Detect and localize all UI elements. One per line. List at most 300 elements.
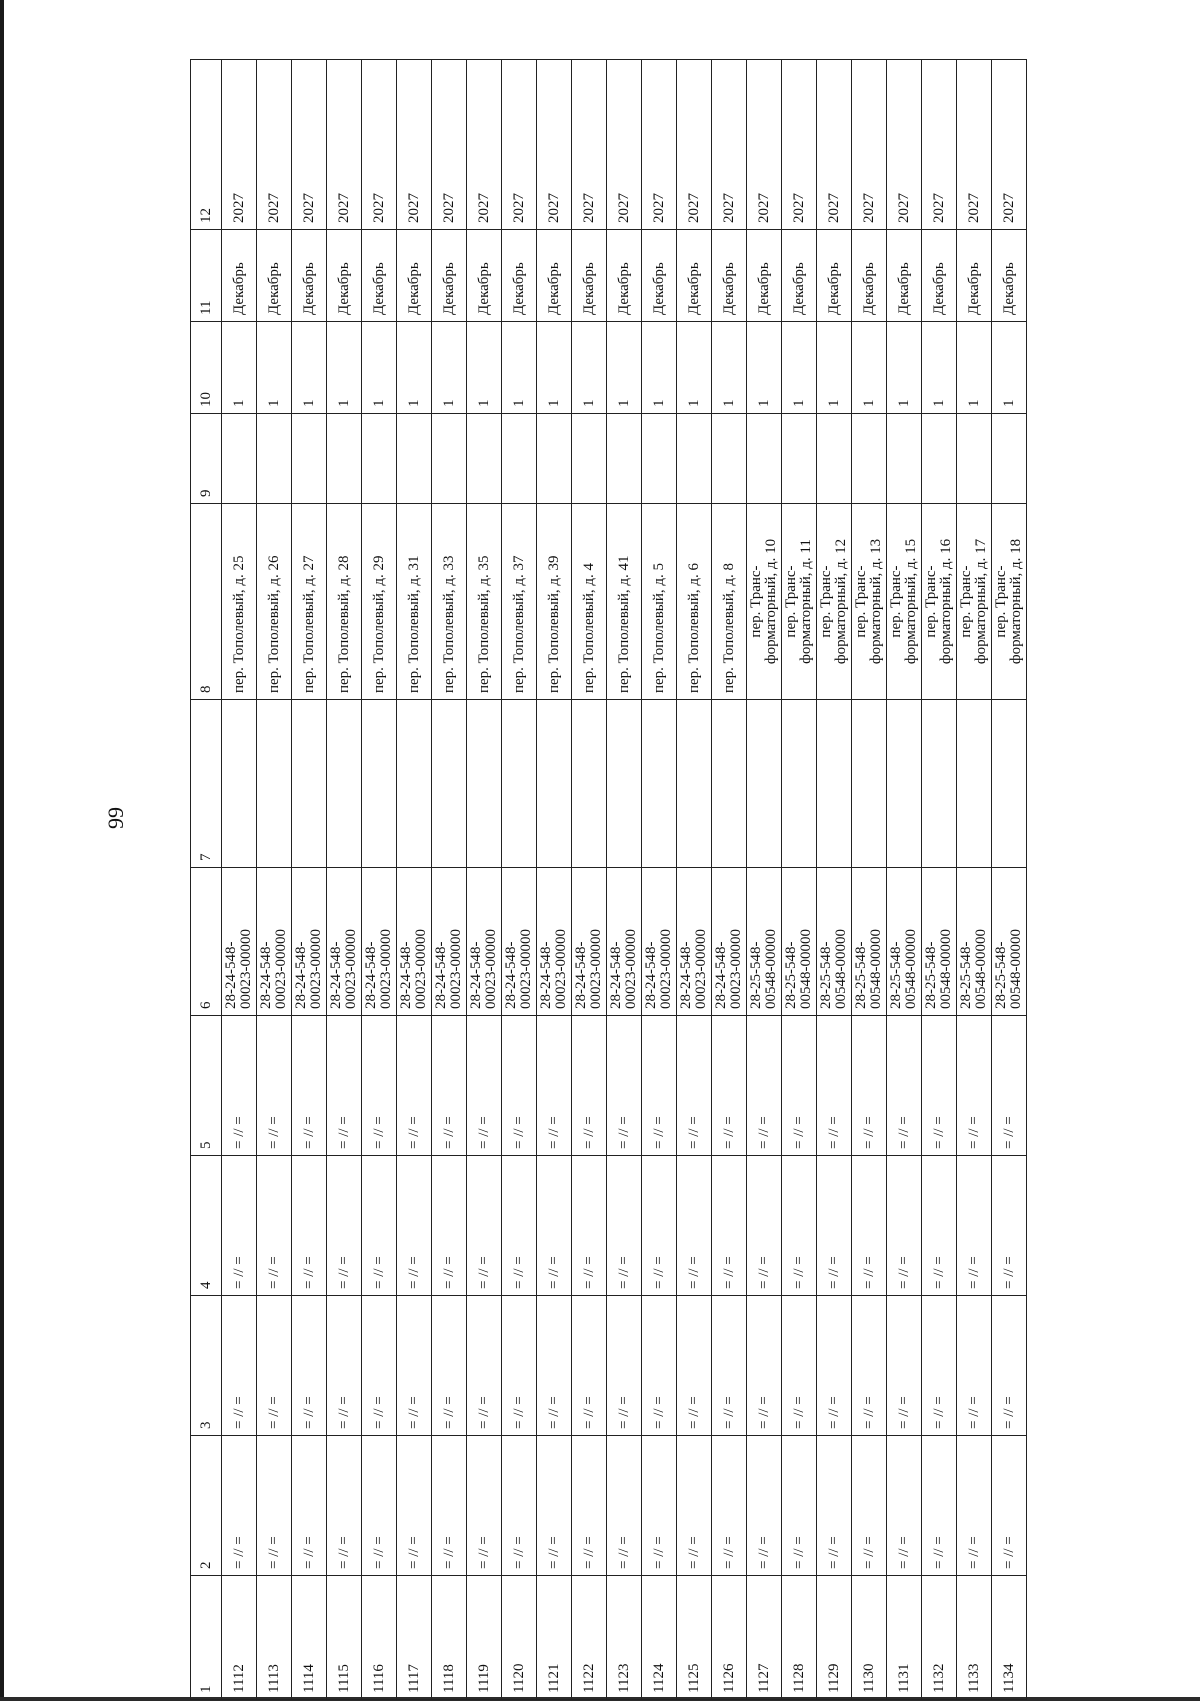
cell-col-2: = // = — [992, 1436, 1027, 1576]
year: 2027 — [502, 60, 537, 230]
address: пер. Тополевый, д. 33 — [432, 504, 467, 700]
scan-edge-left — [0, 0, 4, 1701]
cadastral-code: 28-24-548- 00023-00000 — [712, 868, 747, 1016]
table-row — [712, 60, 747, 1700]
quantity: 1 — [292, 322, 327, 414]
month: Декабрь — [257, 230, 292, 322]
cadastral-code: 28-25-548- 00548-00000 — [887, 868, 922, 1016]
cell-col-7 — [887, 700, 922, 868]
cadastral-code: 28-25-548- 00548-00000 — [957, 868, 992, 1016]
cell-col-9 — [397, 414, 432, 504]
column-header: 4 — [191, 1156, 222, 1296]
year: 2027 — [467, 60, 502, 230]
month: Декабрь — [432, 230, 467, 322]
cell-col-7 — [537, 700, 572, 868]
cell-col-2: = // = — [467, 1436, 502, 1576]
cell-col-4: = // = — [782, 1156, 817, 1296]
cell-col-5: = // = — [957, 1016, 992, 1156]
cell-col-5: = // = — [782, 1016, 817, 1156]
table-row — [222, 60, 257, 1700]
column-header: 8 — [191, 504, 222, 700]
month: Декабрь — [537, 230, 572, 322]
cell-col-3: = // = — [677, 1296, 712, 1436]
rotated-table-container — [190, 60, 1070, 1700]
cell-col-7 — [362, 700, 397, 868]
address: пер. Транс- форматорный, д. 12 — [817, 504, 852, 700]
cadastral-code: 28-24-548- 00023-00000 — [362, 868, 397, 1016]
cell-col-3: = // = — [607, 1296, 642, 1436]
cell-col-3: = // = — [397, 1296, 432, 1436]
row-number: 1123 — [607, 1576, 642, 1700]
cell-col-2: = // = — [747, 1436, 782, 1576]
cell-col-5: = // = — [642, 1016, 677, 1156]
cell-col-5: = // = — [432, 1016, 467, 1156]
cell-col-2: = // = — [432, 1436, 467, 1576]
cell-col-7 — [502, 700, 537, 868]
year: 2027 — [747, 60, 782, 230]
cell-col-2: = // = — [292, 1436, 327, 1576]
address: пер. Тополевый, д. 4 — [572, 504, 607, 700]
month: Декабрь — [992, 230, 1027, 322]
month: Декабрь — [397, 230, 432, 322]
row-number: 1132 — [922, 1576, 957, 1700]
address: пер. Транс- форматорный, д. 11 — [782, 504, 817, 700]
quantity: 1 — [502, 322, 537, 414]
cell-col-2: = // = — [922, 1436, 957, 1576]
cell-col-4: = // = — [327, 1156, 362, 1296]
cell-col-2: = // = — [607, 1436, 642, 1576]
cadastral-code: 28-24-548- 00023-00000 — [222, 868, 257, 1016]
cell-col-9 — [362, 414, 397, 504]
address: пер. Транс- форматорный, д. 15 — [887, 504, 922, 700]
quantity: 1 — [887, 322, 922, 414]
row-number: 1127 — [747, 1576, 782, 1700]
quantity: 1 — [747, 322, 782, 414]
cell-col-4: = // = — [922, 1156, 957, 1296]
year: 2027 — [292, 60, 327, 230]
month: Декабрь — [572, 230, 607, 322]
address: пер. Тополевый, д. 25 — [222, 504, 257, 700]
cell-col-2: = // = — [362, 1436, 397, 1576]
cell-col-7 — [292, 700, 327, 868]
cadastral-code: 28-25-548- 00548-00000 — [852, 868, 887, 1016]
cadastral-code: 28-24-548- 00023-00000 — [607, 868, 642, 1016]
table-row — [327, 60, 362, 1700]
year: 2027 — [677, 60, 712, 230]
cadastral-code: 28-24-548- 00023-00000 — [572, 868, 607, 1016]
cell-col-7 — [852, 700, 887, 868]
quantity: 1 — [327, 322, 362, 414]
cell-col-3: = // = — [817, 1296, 852, 1436]
cell-col-4: = // = — [292, 1156, 327, 1296]
cell-col-9 — [887, 414, 922, 504]
month: Декабрь — [712, 230, 747, 322]
cell-col-3: = // = — [222, 1296, 257, 1436]
cell-col-9 — [292, 414, 327, 504]
table-row — [782, 60, 817, 1700]
cell-col-3: = // = — [502, 1296, 537, 1436]
cell-col-4: = // = — [222, 1156, 257, 1296]
cell-col-7 — [817, 700, 852, 868]
table-row — [607, 60, 642, 1700]
quantity: 1 — [432, 322, 467, 414]
year: 2027 — [257, 60, 292, 230]
quantity: 1 — [712, 322, 747, 414]
cell-col-2: = // = — [397, 1436, 432, 1576]
column-header: 2 — [191, 1436, 222, 1576]
month: Декабрь — [642, 230, 677, 322]
table-row — [677, 60, 712, 1700]
month: Декабрь — [362, 230, 397, 322]
address: пер. Транс- форматорный, д. 13 — [852, 504, 887, 700]
cell-col-4: = // = — [537, 1156, 572, 1296]
cell-col-3: = // = — [852, 1296, 887, 1436]
cell-col-3: = // = — [712, 1296, 747, 1436]
cell-col-4: = // = — [257, 1156, 292, 1296]
quantity: 1 — [467, 322, 502, 414]
cell-col-7 — [642, 700, 677, 868]
cell-col-7 — [432, 700, 467, 868]
cell-col-2: = // = — [887, 1436, 922, 1576]
cell-col-2: = // = — [642, 1436, 677, 1576]
cell-col-7 — [327, 700, 362, 868]
address: пер. Транс- форматорный, д. 18 — [992, 504, 1027, 700]
cell-col-4: = // = — [852, 1156, 887, 1296]
cell-col-4: = // = — [362, 1156, 397, 1296]
year: 2027 — [362, 60, 397, 230]
year: 2027 — [642, 60, 677, 230]
cell-col-3: = // = — [747, 1296, 782, 1436]
row-number: 1125 — [677, 1576, 712, 1700]
year: 2027 — [712, 60, 747, 230]
quantity: 1 — [922, 322, 957, 414]
cell-col-2: = // = — [572, 1436, 607, 1576]
cell-col-5: = // = — [292, 1016, 327, 1156]
quantity: 1 — [257, 322, 292, 414]
year: 2027 — [397, 60, 432, 230]
cell-col-7 — [922, 700, 957, 868]
month: Декабрь — [922, 230, 957, 322]
row-number: 1122 — [572, 1576, 607, 1700]
cell-col-4: = // = — [432, 1156, 467, 1296]
month: Декабрь — [747, 230, 782, 322]
column-header: 1 — [191, 1576, 222, 1700]
cell-col-4: = // = — [642, 1156, 677, 1296]
cell-col-4: = // = — [397, 1156, 432, 1296]
cadastral-code: 28-24-548- 00023-00000 — [327, 868, 362, 1016]
column-header: 10 — [191, 322, 222, 414]
year: 2027 — [992, 60, 1027, 230]
month: Декабрь — [887, 230, 922, 322]
cell-col-2: = // = — [712, 1436, 747, 1576]
cell-col-7 — [957, 700, 992, 868]
cell-col-7 — [397, 700, 432, 868]
quantity: 1 — [817, 322, 852, 414]
cell-col-4: = // = — [502, 1156, 537, 1296]
cell-col-5: = // = — [257, 1016, 292, 1156]
row-number: 1119 — [467, 1576, 502, 1700]
row-number: 1128 — [782, 1576, 817, 1700]
data-table — [190, 59, 1027, 1700]
row-number: 1120 — [502, 1576, 537, 1700]
quantity: 1 — [222, 322, 257, 414]
address: пер. Тополевый, д. 29 — [362, 504, 397, 700]
cell-col-9 — [257, 414, 292, 504]
cell-col-2: = // = — [677, 1436, 712, 1576]
cell-col-2: = // = — [957, 1436, 992, 1576]
year: 2027 — [782, 60, 817, 230]
cell-col-9 — [852, 414, 887, 504]
cell-col-5: = // = — [467, 1016, 502, 1156]
cell-col-7 — [257, 700, 292, 868]
cell-col-5: = // = — [607, 1016, 642, 1156]
cell-col-9 — [222, 414, 257, 504]
year: 2027 — [432, 60, 467, 230]
cell-col-7 — [607, 700, 642, 868]
column-header: 6 — [191, 868, 222, 1016]
cadastral-code: 28-24-548- 00023-00000 — [537, 868, 572, 1016]
cell-col-4: = // = — [817, 1156, 852, 1296]
table-row — [292, 60, 327, 1700]
row-number: 1121 — [537, 1576, 572, 1700]
quantity: 1 — [677, 322, 712, 414]
cell-col-3: = // = — [432, 1296, 467, 1436]
cell-col-2: = // = — [222, 1436, 257, 1576]
table-row — [992, 60, 1027, 1700]
year: 2027 — [957, 60, 992, 230]
quantity: 1 — [572, 322, 607, 414]
cell-col-7 — [572, 700, 607, 868]
cell-col-3: = // = — [292, 1296, 327, 1436]
cell-col-5: = // = — [817, 1016, 852, 1156]
cadastral-code: 28-24-548- 00023-00000 — [292, 868, 327, 1016]
table-row — [537, 60, 572, 1700]
cell-col-7 — [712, 700, 747, 868]
column-header: 3 — [191, 1296, 222, 1436]
cell-col-5: = // = — [572, 1016, 607, 1156]
year: 2027 — [852, 60, 887, 230]
cell-col-5: = // = — [922, 1016, 957, 1156]
cell-col-2: = // = — [817, 1436, 852, 1576]
row-number: 1116 — [362, 1576, 397, 1700]
month: Декабрь — [957, 230, 992, 322]
address: пер. Тополевый, д. 28 — [327, 504, 362, 700]
cell-col-3: = // = — [992, 1296, 1027, 1436]
row-number: 1118 — [432, 1576, 467, 1700]
cell-col-3: = // = — [887, 1296, 922, 1436]
table-row — [397, 60, 432, 1700]
address: пер. Тополевый, д. 37 — [502, 504, 537, 700]
cell-col-3: = // = — [642, 1296, 677, 1436]
cell-col-3: = // = — [782, 1296, 817, 1436]
year: 2027 — [572, 60, 607, 230]
address: пер. Тополевый, д. 6 — [677, 504, 712, 700]
cell-col-9 — [677, 414, 712, 504]
cell-col-5: = // = — [222, 1016, 257, 1156]
year: 2027 — [607, 60, 642, 230]
cell-col-7 — [992, 700, 1027, 868]
month: Декабрь — [852, 230, 887, 322]
table-row — [572, 60, 607, 1700]
cell-col-9 — [327, 414, 362, 504]
cell-col-9 — [782, 414, 817, 504]
cell-col-5: = // = — [502, 1016, 537, 1156]
month: Декабрь — [467, 230, 502, 322]
cell-col-3: = // = — [362, 1296, 397, 1436]
column-header: 7 — [191, 700, 222, 868]
cell-col-3: = // = — [467, 1296, 502, 1436]
table-row — [642, 60, 677, 1700]
month: Декабрь — [327, 230, 362, 322]
cell-col-2: = // = — [782, 1436, 817, 1576]
cell-col-9 — [537, 414, 572, 504]
quantity: 1 — [782, 322, 817, 414]
cell-col-7 — [782, 700, 817, 868]
address: пер. Транс- форматорный, д. 17 — [957, 504, 992, 700]
quantity: 1 — [537, 322, 572, 414]
month: Декабрь — [782, 230, 817, 322]
cell-col-3: = // = — [957, 1296, 992, 1436]
quantity: 1 — [397, 322, 432, 414]
cadastral-code: 28-25-548- 00548-00000 — [782, 868, 817, 1016]
row-number: 1130 — [852, 1576, 887, 1700]
cell-col-4: = // = — [677, 1156, 712, 1296]
table-row — [362, 60, 397, 1700]
cadastral-code: 28-25-548- 00548-00000 — [817, 868, 852, 1016]
cell-col-9 — [747, 414, 782, 504]
cell-col-5: = // = — [362, 1016, 397, 1156]
cadastral-code: 28-25-548- 00548-00000 — [747, 868, 782, 1016]
address: пер. Тополевый, д. 35 — [467, 504, 502, 700]
cell-col-4: = // = — [712, 1156, 747, 1296]
row-number: 1133 — [957, 1576, 992, 1700]
address: пер. Тополевый, д. 26 — [257, 504, 292, 700]
cell-col-4: = // = — [992, 1156, 1027, 1296]
table-row — [852, 60, 887, 1700]
page-number: 99 — [103, 807, 128, 829]
cell-col-3: = // = — [572, 1296, 607, 1436]
row-number: 1117 — [397, 1576, 432, 1700]
cell-col-9 — [992, 414, 1027, 504]
cell-col-4: = // = — [747, 1156, 782, 1296]
table-row — [817, 60, 852, 1700]
address: пер. Тополевый, д. 27 — [292, 504, 327, 700]
quantity: 1 — [992, 322, 1027, 414]
cell-col-4: = // = — [572, 1156, 607, 1296]
year: 2027 — [922, 60, 957, 230]
cell-col-3: = // = — [257, 1296, 292, 1436]
cell-col-9 — [642, 414, 677, 504]
address: пер. Транс- форматорный, д. 10 — [747, 504, 782, 700]
cell-col-2: = // = — [257, 1436, 292, 1576]
cell-col-2: = // = — [327, 1436, 362, 1576]
row-number: 1129 — [817, 1576, 852, 1700]
cadastral-code: 28-25-548- 00548-00000 — [992, 868, 1027, 1016]
address: пер. Тополевый, д. 8 — [712, 504, 747, 700]
cell-col-9 — [957, 414, 992, 504]
address: пер. Тополевый, д. 39 — [537, 504, 572, 700]
cell-col-5: = // = — [712, 1016, 747, 1156]
cell-col-7 — [467, 700, 502, 868]
cadastral-code: 28-24-548- 00023-00000 — [432, 868, 467, 1016]
cell-col-2: = // = — [852, 1436, 887, 1576]
cell-col-9 — [817, 414, 852, 504]
cadastral-code: 28-24-548- 00023-00000 — [677, 868, 712, 1016]
column-header: 9 — [191, 414, 222, 504]
cell-col-5: = // = — [887, 1016, 922, 1156]
cell-col-5: = // = — [992, 1016, 1027, 1156]
cell-col-2: = // = — [502, 1436, 537, 1576]
row-number: 1112 — [222, 1576, 257, 1700]
cell-col-3: = // = — [537, 1296, 572, 1436]
month: Декабрь — [502, 230, 537, 322]
cell-col-5: = // = — [677, 1016, 712, 1156]
column-header: 11 — [191, 230, 222, 322]
table-body — [222, 60, 1027, 1700]
year: 2027 — [537, 60, 572, 230]
cadastral-code: 28-24-548- 00023-00000 — [642, 868, 677, 1016]
table-row — [467, 60, 502, 1700]
table-row — [432, 60, 467, 1700]
quantity: 1 — [607, 322, 642, 414]
row-number: 1113 — [257, 1576, 292, 1700]
address: пер. Тополевый, д. 5 — [642, 504, 677, 700]
table-row — [887, 60, 922, 1700]
row-number: 1115 — [327, 1576, 362, 1700]
month: Декабрь — [607, 230, 642, 322]
cell-col-9 — [712, 414, 747, 504]
address: пер. Тополевый, д. 31 — [397, 504, 432, 700]
quantity: 1 — [852, 322, 887, 414]
year: 2027 — [327, 60, 362, 230]
month: Декабрь — [817, 230, 852, 322]
column-header: 12 — [191, 60, 222, 230]
table-row — [922, 60, 957, 1700]
cell-col-9 — [607, 414, 642, 504]
quantity: 1 — [957, 322, 992, 414]
row-number: 1114 — [292, 1576, 327, 1700]
table-row — [257, 60, 292, 1700]
table-header-row — [191, 60, 222, 1700]
cell-col-4: = // = — [957, 1156, 992, 1296]
cell-col-9 — [572, 414, 607, 504]
month: Декабрь — [677, 230, 712, 322]
cell-col-9 — [467, 414, 502, 504]
month: Декабрь — [292, 230, 327, 322]
year: 2027 — [887, 60, 922, 230]
cadastral-code: 28-24-548- 00023-00000 — [502, 868, 537, 1016]
cell-col-9 — [922, 414, 957, 504]
cell-col-7 — [677, 700, 712, 868]
cell-col-4: = // = — [467, 1156, 502, 1296]
cell-col-9 — [502, 414, 537, 504]
row-number: 1131 — [887, 1576, 922, 1700]
cell-col-5: = // = — [852, 1016, 887, 1156]
year: 2027 — [222, 60, 257, 230]
quantity: 1 — [362, 322, 397, 414]
cell-col-4: = // = — [607, 1156, 642, 1296]
cell-col-5: = // = — [747, 1016, 782, 1156]
address: пер. Тополевый, д. 41 — [607, 504, 642, 700]
cadastral-code: 28-24-548- 00023-00000 — [397, 868, 432, 1016]
year: 2027 — [817, 60, 852, 230]
cell-col-3: = // = — [327, 1296, 362, 1436]
month: Декабрь — [222, 230, 257, 322]
table-row — [502, 60, 537, 1700]
cadastral-code: 28-25-548- 00548-00000 — [922, 868, 957, 1016]
quantity: 1 — [642, 322, 677, 414]
cell-col-7 — [222, 700, 257, 868]
